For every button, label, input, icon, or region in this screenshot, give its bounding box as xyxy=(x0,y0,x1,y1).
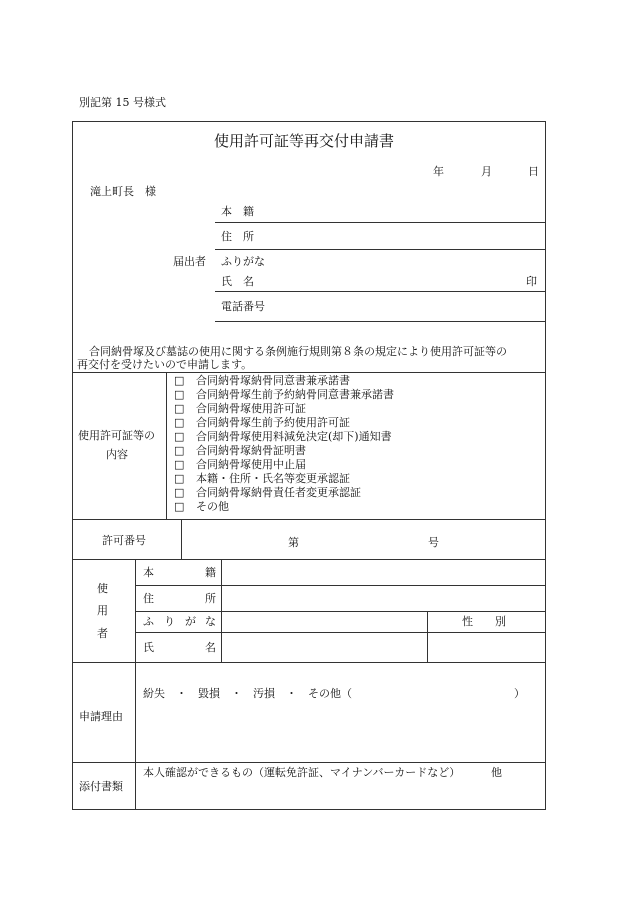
user-furigana-char: が xyxy=(185,615,196,628)
user-honseki-char: 本 xyxy=(143,566,154,579)
date-day: 日 xyxy=(528,165,539,178)
user-row2-line xyxy=(135,611,545,612)
permit-number-dai: 第 xyxy=(288,536,299,549)
checkbox[interactable]: □ xyxy=(174,402,185,415)
addressee: 滝上町長 様 xyxy=(90,185,156,198)
statement-line1: 合同納骨塚及び墓誌の使用に関する条例施行規則第８条の規定により使用許可証等の xyxy=(89,345,507,358)
list-item: 合同納骨塚納骨同意書兼承諾書 xyxy=(196,374,350,387)
list-item: 合同納骨塚納骨証明書 xyxy=(196,444,306,457)
contents-label-line1: 使用許可証等の xyxy=(78,429,155,442)
user-row3-line xyxy=(135,632,545,633)
checkbox[interactable]: □ xyxy=(174,416,185,429)
reason-top-line xyxy=(72,662,545,663)
user-name-char: 名 xyxy=(205,641,216,654)
frame-left xyxy=(72,121,73,810)
user-label-char: 用 xyxy=(97,604,108,617)
applicant-name-label: 氏 名 xyxy=(221,275,254,288)
checkbox[interactable]: □ xyxy=(174,444,185,457)
reason-options: 紛失 ・ 毀損 ・ 汚損 ・ その他（ xyxy=(143,687,352,700)
list-item: 本籍・住所・氏名等変更承認証 xyxy=(196,472,350,485)
user-name-char: 氏 xyxy=(143,641,154,654)
user-honseki-char: 籍 xyxy=(205,566,216,579)
checkbox[interactable]: □ xyxy=(174,486,185,499)
list-item: 合同納骨塚納骨責任者変更承認証 xyxy=(196,486,361,499)
user-gender-label: 性 別 xyxy=(462,615,506,628)
attachments-text: 本人確認ができるもの（運転免許証、マイナンバーカードなど） xyxy=(143,766,461,779)
reason-close: ） xyxy=(514,687,525,700)
permit-divider xyxy=(181,519,182,559)
reason-divider xyxy=(135,662,136,809)
user-label-char: 者 xyxy=(97,627,108,640)
checkbox[interactable]: □ xyxy=(174,388,185,401)
contents-label-line2: 内容 xyxy=(106,448,128,461)
statement-line2: 再交付を受けたいので申請します。 xyxy=(77,358,253,371)
list-item: 合同納骨塚生前予約納骨同意書兼承諾書 xyxy=(196,388,394,401)
attachments-other: 他 xyxy=(491,766,502,779)
applicant-address-line xyxy=(215,249,545,250)
checkbox[interactable]: □ xyxy=(174,458,185,471)
list-item: その他 xyxy=(196,500,229,513)
frame-bottom xyxy=(72,809,545,810)
reason-label: 申請理由 xyxy=(79,710,123,723)
list-item: 合同納骨塚生前予約使用許可証 xyxy=(196,416,350,429)
user-address-char: 住 xyxy=(143,592,154,605)
permit-number-label: 許可番号 xyxy=(102,534,146,547)
checkbox[interactable]: □ xyxy=(174,472,185,485)
gender-divider xyxy=(427,611,428,662)
checkbox[interactable]: □ xyxy=(174,500,185,513)
attachments-label: 添付書類 xyxy=(79,780,123,793)
applicant-name-line xyxy=(215,291,545,292)
contents-divider xyxy=(166,372,167,519)
applicant-address-label: 住 所 xyxy=(221,230,254,243)
applicant-label: 届出者 xyxy=(173,255,206,268)
contents-top-line xyxy=(72,372,545,373)
applicant-seal: 印 xyxy=(526,275,537,288)
date-year: 年 xyxy=(433,165,444,178)
list-item: 合同納骨塚使用中止届 xyxy=(196,458,306,471)
user-furigana-char: ふ xyxy=(143,615,154,628)
attachments-top-line xyxy=(72,762,545,763)
page-title: 使用許可証等再交付申請書 xyxy=(214,132,395,150)
list-item: 合同納骨塚使用許可証 xyxy=(196,402,306,415)
permit-top-line xyxy=(72,519,545,520)
user-address-char: 所 xyxy=(205,592,216,605)
permit-number-go: 号 xyxy=(428,536,439,549)
applicant-phone-label: 電話番号 xyxy=(221,300,265,313)
user-row1-line xyxy=(135,585,545,586)
checkbox[interactable]: □ xyxy=(174,430,185,443)
applicant-honseki-line xyxy=(215,222,545,223)
user-furigana-char: り xyxy=(164,615,175,628)
user-top-line xyxy=(72,559,545,560)
frame-right xyxy=(545,121,546,810)
applicant-phone-line xyxy=(215,321,545,322)
user-furigana-char: な xyxy=(205,615,216,628)
user-label-char: 使 xyxy=(97,582,108,595)
date-month: 月 xyxy=(481,165,492,178)
checkbox[interactable]: □ xyxy=(174,374,185,387)
frame-top xyxy=(72,121,545,122)
form-number: 別記第 15 号様式 xyxy=(79,96,166,109)
list-item: 合同納骨塚使用料減免決定(却下)通知書 xyxy=(196,430,392,443)
applicant-honseki-label: 本 籍 xyxy=(221,205,254,218)
applicant-furigana-label: ふりがな xyxy=(221,255,265,268)
